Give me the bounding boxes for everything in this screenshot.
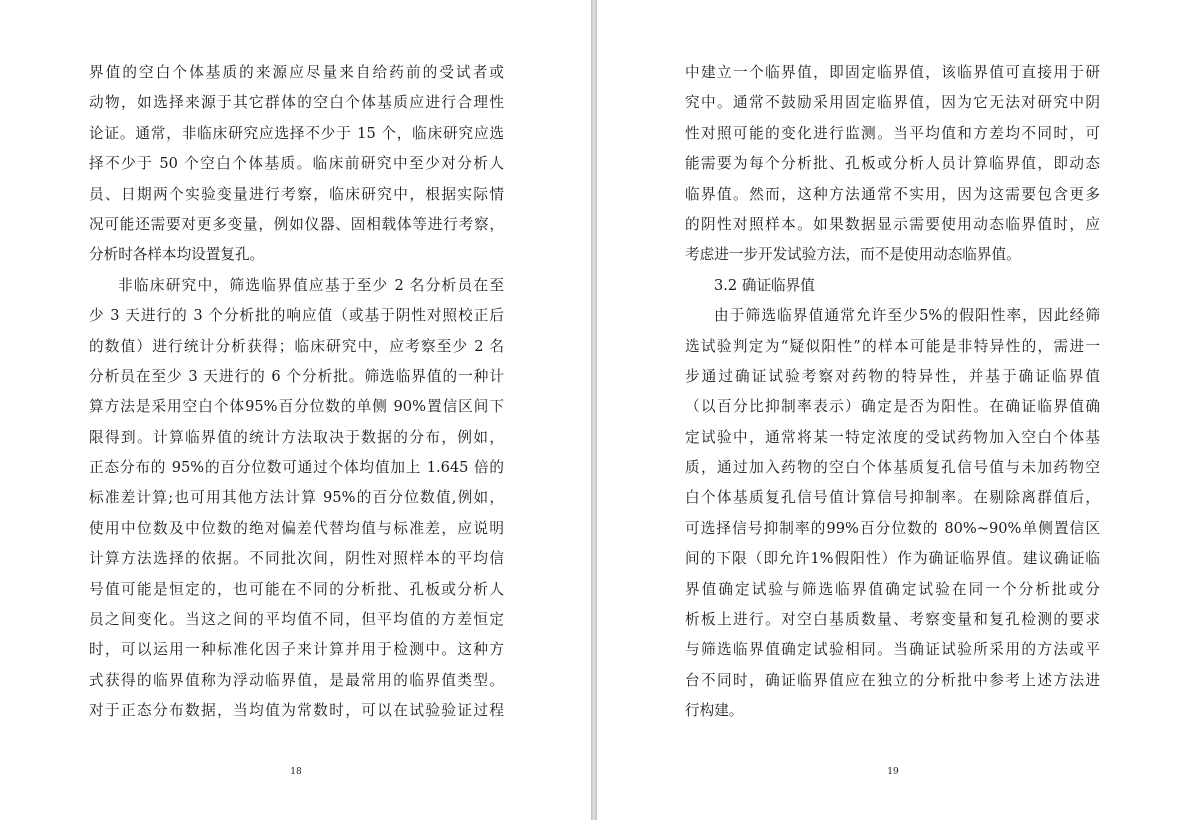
text-line: 定试验中，通常将某一特定浓度的受试药物加入空白个体基 <box>685 428 1100 446</box>
text-line: 式获得的临界值称为浮动临界值，是最常用的临界值类型。 <box>89 671 504 689</box>
section-heading: 3.2 确证临界值 <box>714 276 815 294</box>
text-line: 员、日期两个实验变量进行考察，临床研究中，根据实际情 <box>89 185 504 203</box>
text-line: 界值的空白个体基质的来源应尽量来自给药前的受试者或 <box>89 64 504 81</box>
text-line: 白个体基质复孔信号值计算信号抑制率。在剔除离群值后， <box>685 489 1100 507</box>
text-line: 可选择信号抑制率的99%百分位数的 80%~90%单侧置信区 <box>685 519 1100 537</box>
text-line: 界值确定试验与筛选临界值确定试验在同一个分析批或分 <box>685 580 1100 598</box>
text-line: 标准差计算;也可用其他方法计算 95%的百分位数值,例如， <box>89 489 504 507</box>
text-line: 动物，如选择来源于其它群体的空白个体基质应进行合理性 <box>89 94 504 112</box>
text-line: 使用中位数及中位数的绝对偏差代替均值与标准差，应说明 <box>89 519 504 537</box>
text-line: 对于正态分布数据，当均值为常数时，可以在试验验证过程 <box>89 702 504 720</box>
text-line: 分析员在至少 3 天进行的 6 个分析批。筛选临界值的一种计 <box>89 367 504 385</box>
text-line: 分析时各样本均设置复孔。 <box>89 246 265 264</box>
page-number: 18 <box>290 767 302 777</box>
text-line: 台不同时，确证临界值应在独立的分析批中参考上述方法进 <box>685 671 1100 689</box>
text-line: 员之间变化。当这之间的平均值不同，但平均值的方差恒定 <box>89 611 504 629</box>
text-line: 临界值。然而，这种方法通常不实用，因为这需要包含更多 <box>685 185 1100 203</box>
text-line: 论证。通常，非临床研究应选择不少于 15 个，临床研究应选 <box>89 124 504 142</box>
page-body-text <box>685 58 1100 727</box>
text-line: 选试验判定为“疑似阳性”的样本可能是非特异性的，需进一 <box>685 337 1100 355</box>
paragraph-first-line: 由于筛选临界值通常允许至少5%的假阳性率，因此经筛 <box>714 307 1100 325</box>
page-body-text <box>89 58 504 727</box>
document-page-left <box>0 0 591 820</box>
document-page-right <box>597 0 1191 820</box>
page-number: 19 <box>887 767 899 777</box>
text-line: 限得到。计算临界值的统计方法取决于数据的分布，例如， <box>89 428 504 446</box>
text-line: 正态分布的 95%的百分位数可通过个体均值加上 1.645 倍的 <box>89 459 504 477</box>
text-line: 考虑进一步开发试验方法，而不是使用动态临界值。 <box>685 246 1021 264</box>
text-line: 时，可以运用一种标准化因子来计算并用于检测中。这种方 <box>89 641 504 659</box>
text-line: 择不少于 50 个空白个体基质。临床前研究中至少对分析人 <box>89 155 504 173</box>
text-line: 究中。通常不鼓励采用固定临界值，因为它无法对研究中阴 <box>685 94 1100 112</box>
text-line: 性对照可能的变化进行监测。当平均值和方差均不同时，可 <box>685 124 1100 142</box>
text-line: 与筛选临界值确定试验相同。当确证试验所采用的方法或平 <box>685 641 1100 659</box>
text-line: 能需要为每个分析批、孔板或分析人员计算临界值，即动态 <box>685 155 1100 173</box>
text-line: 少 3 天进行的 3 个分析批的响应值（或基于阴性对照校正后 <box>89 307 504 325</box>
text-line: 行构建。 <box>685 702 744 720</box>
text-line: 的数值）进行统计分析获得；临床研究中，应考察至少 2 名 <box>89 337 504 355</box>
text-line: 的阴性对照样本。如果数据显示需要使用动态临界值时，应 <box>685 215 1100 233</box>
text-line: 况可能还需要对更多变量，例如仪器、固相载体等进行考察， <box>89 215 504 233</box>
text-line: 析板上进行。对空白基质数量、考察变量和复孔检测的要求 <box>685 611 1100 629</box>
text-line: 号值可能是恒定的，也可能在不同的分析批、孔板或分析人 <box>89 580 504 598</box>
text-line: 中建立一个临界值，即固定临界值，该临界值可直接用于研 <box>685 64 1100 81</box>
text-line: 步通过确证试验考察对药物的特异性，并基于确证临界值 <box>685 367 1100 385</box>
text-line: （以百分比抑制率表示）确定是否为阳性。在确证临界值确 <box>685 398 1100 416</box>
text-line: 算方法是采用空白个体95%百分位数的单侧 90%置信区间下 <box>89 398 504 416</box>
text-line: 质，通过加入药物的空白个体基质复孔信号值与未加药物空 <box>685 459 1100 477</box>
text-line: 计算方法选择的依据。不同批次间，阴性对照样本的平均信 <box>89 550 504 568</box>
paragraph-first-line: 非临床研究中，筛选临界值应基于至少 2 名分析员在至 <box>118 276 504 294</box>
text-line: 间的下限（即允许1%假阳性）作为确证临界值。建议确证临 <box>685 550 1100 568</box>
